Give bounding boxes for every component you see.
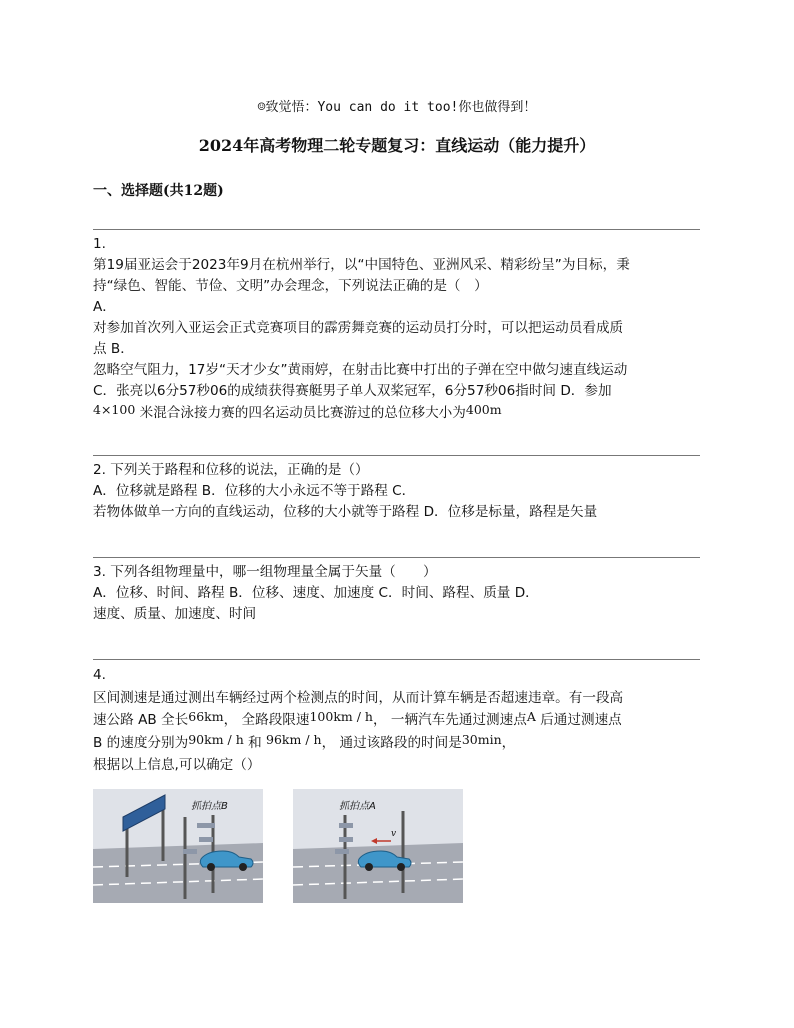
divider [93,659,700,660]
question-4 [93,664,703,777]
option-b: 点 B． [93,341,134,357]
divider [93,557,700,558]
section-heading: 一、选择题(共12题) [93,183,224,199]
math-expr: 96km / h [266,731,322,747]
velocity-label: v [391,829,397,839]
checkpoint-a-label: 抓拍点A [339,801,376,812]
question-text [93,709,703,732]
option-text: 忽略空气阻力，17岁“天才少女”黄雨婷，在射击比赛中打出的子弹在空中做匀速直线运动 [93,362,628,378]
motto: ☺致觉悟：You can do it too!你也做得到！ [257,100,537,115]
text: 和 [243,734,267,751]
math-expr: 66km [188,709,224,724]
question-text: 第19届亚运会于2023年9月在杭州举行，以“中国特色、亚洲风采、精彩纷呈”为目标，秉 [93,257,630,273]
page-title: 2024年高考物理二轮专题复习：直线运动（能力提升） [198,136,596,155]
question-text: 区间测速是通过测出车辆经过两个检测点的时间，从而计算车辆是否超速违章。有一段高 [93,689,624,706]
question-text: 持“绿色、智能、节俭、文明”办会理念，下列说法正确的是（ ） [93,278,488,294]
math-expr: 4×100 [93,402,136,417]
checkpoint-b-label: 抓拍点B [191,801,228,812]
figure-checkpoint-b [93,789,263,903]
road-illustration [93,789,263,903]
math-expr: 400m [465,402,502,417]
question-2 [93,460,703,523]
text: ， 全路段限速 [223,712,310,728]
option-c-d: C．张亮以6分57秒06的成绩获得赛艇男子单人双桨冠军，6分57秒06指时间 D．参加 [93,383,612,399]
options: 若物体做单一方向的直线运动，位移的大小就等于路程 D．位移是标量，路程是矢量 [93,504,598,520]
text: 速公路 AB 全长 [93,712,189,728]
figure-checkpoint-a [293,789,463,903]
question-text [93,732,703,755]
math-expr: 100km / h [309,709,373,724]
text: ， 通过该路段的时间是 [321,734,462,751]
text: 后通过测速点 [535,712,622,728]
option-a: A． [93,299,116,315]
question-text: 2. 下列关于路程和位移的说法，正确的是（） [93,462,369,478]
math-expr: 90km / h [188,731,244,747]
option-d-text [93,402,703,424]
question-number: 4. [93,667,106,683]
options: A．位移就是路程 B．位移的大小永远不等于路程 C． [93,483,416,499]
divider [93,455,700,456]
options: A．位移、时间、路程 B．位移、速度、加速度 C．时间、路程、质量 D． [93,585,539,601]
divider [93,229,700,230]
math-expr: A [526,709,536,724]
road-illustration [293,789,463,903]
option-text: 对参加首次列入亚运会正式竞赛项目的霹雳舞竞赛的运动员打分时，可以把运动员看成质 [93,320,624,336]
question-text: 根据以上信息,可以确定（） [93,757,261,773]
question-3 [93,562,703,625]
question-text: 3. 下列各组物理量中，哪一组物理量全属于矢量（ ） [93,564,437,580]
question-number: 1. [93,236,106,252]
options: 速度、质量、加速度、时间 [93,606,257,622]
math-expr: 30min [461,731,502,747]
question-1 [93,234,703,424]
option-text: 米混合泳接力赛的四名运动员比赛游过的总位移大小为 [135,405,466,421]
text: ， [501,734,516,751]
text: ， 一辆汽车先通过测速点 [372,712,527,728]
text: B 的速度分别为 [93,734,189,751]
